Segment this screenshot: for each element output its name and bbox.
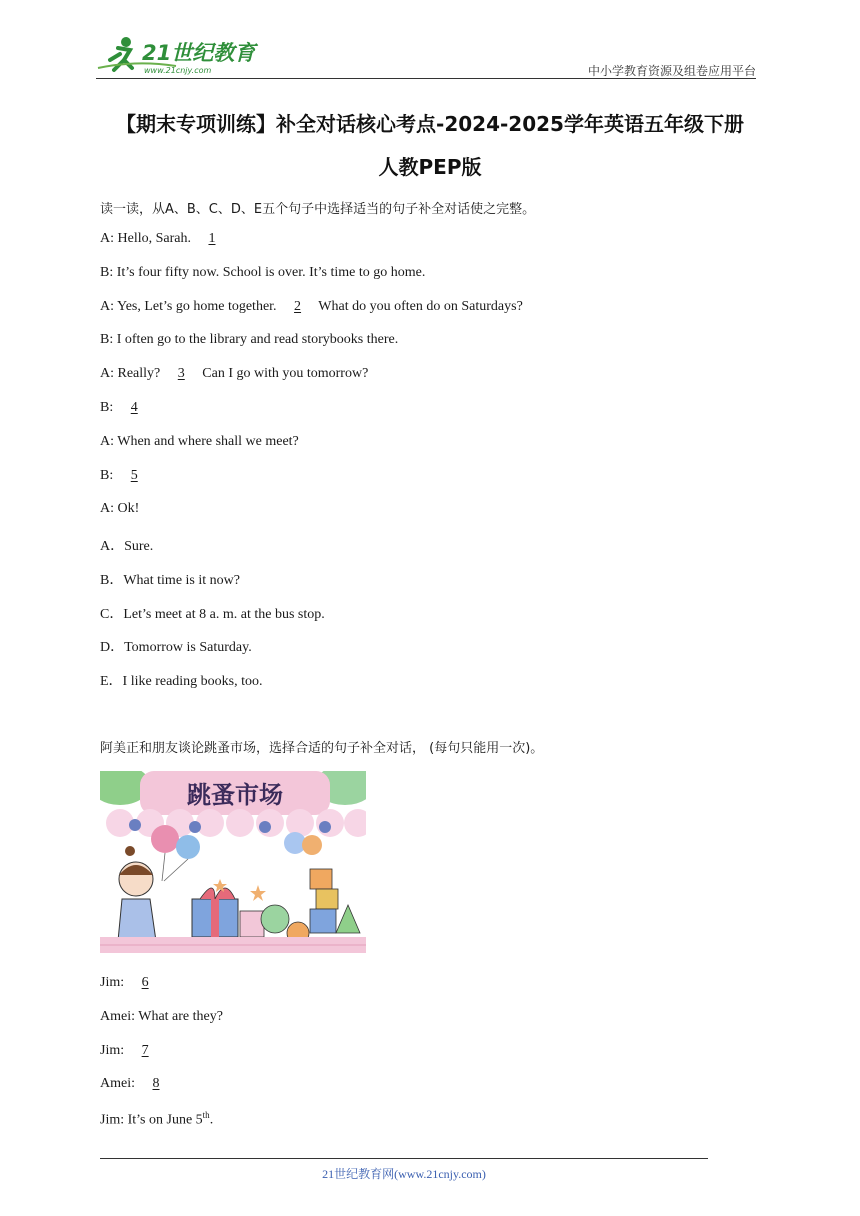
dialogue-text: A: When and where shall we meet? — [100, 433, 299, 449]
option-item: A．Sure. — [100, 539, 154, 554]
dialogue-text: A: Yes, Let’s go home together. — [100, 298, 281, 314]
dialogue-line-last: Jim: It’s on June 5th. — [100, 1110, 214, 1128]
dialogue-line — [100, 1009, 223, 1025]
option-item: B．What time is it now? — [100, 572, 240, 588]
dialogue-text-after: What do you often do on Saturdays? — [315, 298, 523, 314]
dialogue-text: A: Really? — [100, 366, 164, 382]
dialogue-line — [100, 366, 368, 382]
option-item: C．Let’s meet at 8 a. m. at the bus stop. — [100, 606, 325, 622]
section1-instruction: 读一读，从A、B、C、D、E五个句子中选择适当的句子补全对话使之完整。 — [100, 202, 536, 217]
answer-blank[interactable]: 4 — [130, 400, 138, 415]
dialogue-text: B: — [100, 467, 117, 483]
svg-text:www.21cnjy.com: www.21cnjy.com — [144, 66, 212, 75]
answer-blank[interactable]: 3 — [177, 366, 185, 382]
dialogue-line — [100, 332, 398, 348]
dialogue-line — [100, 299, 523, 315]
dialogue-line — [100, 1076, 174, 1092]
flea-market-illustration — [100, 771, 366, 953]
answer-blank[interactable]: 7 — [141, 1042, 149, 1058]
option-item: E．I like reading books, too. — [100, 674, 263, 690]
svg-text:跳蚤市场: 跳蚤市场 — [187, 781, 283, 809]
footer-divider — [100, 1158, 708, 1159]
page-title-line2: 人教PEP版 — [378, 155, 482, 179]
dialogue-text: B: I often go to the library and read storybooks there. — [100, 332, 399, 348]
dialogue-line — [100, 501, 139, 517]
dialogue-text: Amei: — [100, 1076, 139, 1092]
dialogue-line — [100, 265, 425, 281]
dialogue-text: Jim: — [100, 975, 128, 990]
dialogue-text: B: — [100, 400, 117, 415]
logo — [96, 34, 266, 76]
answer-blank[interactable]: 8 — [152, 1076, 160, 1092]
dialogue-text: B: It’s four fifty now. School is over. It’s time to go home. — [100, 264, 426, 280]
dialogue-line — [100, 1043, 163, 1059]
dialogue-line — [100, 400, 152, 416]
dialogue-text: Amei: What are they? — [100, 1008, 223, 1024]
footer-link[interactable]: 21世纪教育网(www.21cnjy.com) — [322, 1167, 486, 1181]
dialogue-line — [100, 434, 299, 450]
dialogue-text: A: Ok! — [100, 501, 140, 517]
dialogue-line — [100, 975, 163, 991]
page-title: 【期末专项训练】补全对话核心考点-2024-2025学年英语五年级下册 — [116, 112, 744, 136]
header-platform-text: 中小学教育资源及组卷应用平台 — [587, 64, 756, 78]
answer-blank[interactable]: 2 — [294, 298, 302, 314]
dialogue-text-after: Can I go with you tomorrow? — [198, 366, 369, 382]
dialogue-line — [100, 231, 229, 247]
option-item: D．Tomorrow is Saturday. — [100, 640, 252, 656]
dialogue-line — [100, 468, 152, 484]
header-divider — [96, 78, 756, 79]
page-header — [96, 34, 756, 80]
answer-blank[interactable]: 5 — [130, 467, 138, 483]
svg-text:21世纪教育: 21世纪教育 — [142, 41, 256, 65]
dialogue-text: Jim: — [100, 1042, 128, 1058]
dialogue-text: A: Hello, Sarah. — [100, 231, 195, 246]
answer-blank[interactable]: 1 — [208, 231, 216, 246]
answer-blank[interactable]: 6 — [141, 975, 149, 990]
section2-instruction: 阿美正和朋友谈论跳蚤市场，选择合适的句子补全对话， (每句只能用一次)。 — [100, 741, 544, 756]
